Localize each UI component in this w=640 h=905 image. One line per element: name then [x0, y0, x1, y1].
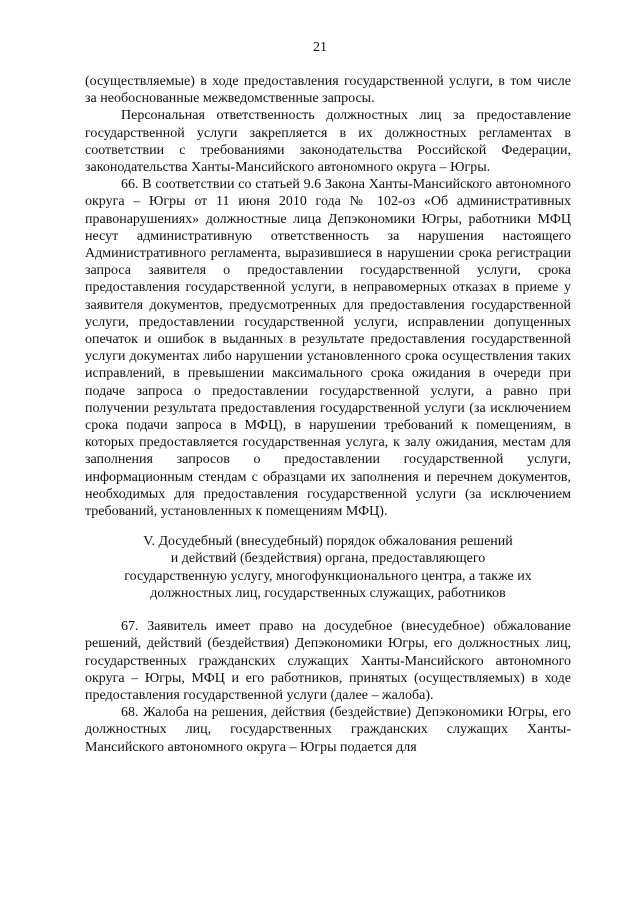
- section-heading-line: должностных лиц, государственных служащих, работников: [150, 585, 506, 601]
- section-heading-line: государственную услугу, многофункционального центра, а также их: [124, 568, 532, 584]
- paragraph-continuation: (осуществляемые) в ходе предоставления государственной услуги, в том числе за необоснованные межведомственные запросы.: [85, 74, 571, 107]
- section-heading-line: и действий (бездействия) органа, предоставляющего: [170, 551, 486, 567]
- paragraph-personal-responsibility: Персональная ответственность должностных лиц за предоставление государственной услуги закрепляется в их должностных регламентах в соответствии с требованиями законодательства Российской Федерации, законодательства Ханты-Мансийского автономного округа – Югры.: [85, 108, 571, 176]
- document-body: [85, 73, 571, 756]
- section-heading-line: V. Досудебный (внесудебный) порядок обжалования решений: [143, 534, 513, 550]
- page-number: 21: [313, 40, 327, 55]
- paragraph-67: 67. Заявитель имеет право на досудебное (внесудебное) обжалование решений, действий (бездействия) Депэкономики Югры, его должностных лиц, государственных гражданских служащих Ханты-Мансийского автономного округа – Югры, МФЦ и его работников, принятых (осуществляемых) в ходе предоставления государственной услуги (далее – жалоба).: [85, 619, 571, 703]
- paragraph-68: 68. Жалоба на решения, действия (бездействие) Депэкономики Югры, его должностных лиц, государственных гражданских служащих Ханты-Мансийского автономного округа – Югры подается для: [85, 705, 571, 755]
- paragraph-66: 66. В соответствии со статьей 9.6 Закона Ханты-Мансийского автономного округа – Югры от 11 июня 2010 года № 102-оз «Об административных правонарушениях» должностные лица Депэкономики Югры, работники МФЦ несут административную ответственность за нарушения настоящего Административного регламента, выразившиеся в нарушении срока регистрации запроса заявителя о предоставлении государственной услуги, срока предоставления государственной услуги, в неправомерных отказах в приеме у заявителя документов, предусмотренных для предоставления государственной услуги, предоставлении государственной услуги, исправлении допущенных опечаток и ошибок в выданных в результате предоставления государственной услуги документах либо нарушении установленного срока осуществления таких исправлений, в превышении максимального срока ожидания в очереди при подаче запроса о предоставлении государственной услуги, а равно при получении результата предоставления государственной услуги (за исключением срока подачи запроса в МФЦ), в нарушении требований к помещениям, в которых предоставляется государственная услуга, к залу ожидания, местам для заполнения запросов о предоставлении государственной услуги, информационным стендам с образцами их заполнения и перечнем документов, необходимых для предоставления государственной услуги (за исключением требований, установленных к помещениям МФЦ).: [85, 177, 571, 520]
- section-heading-v: [85, 533, 571, 602]
